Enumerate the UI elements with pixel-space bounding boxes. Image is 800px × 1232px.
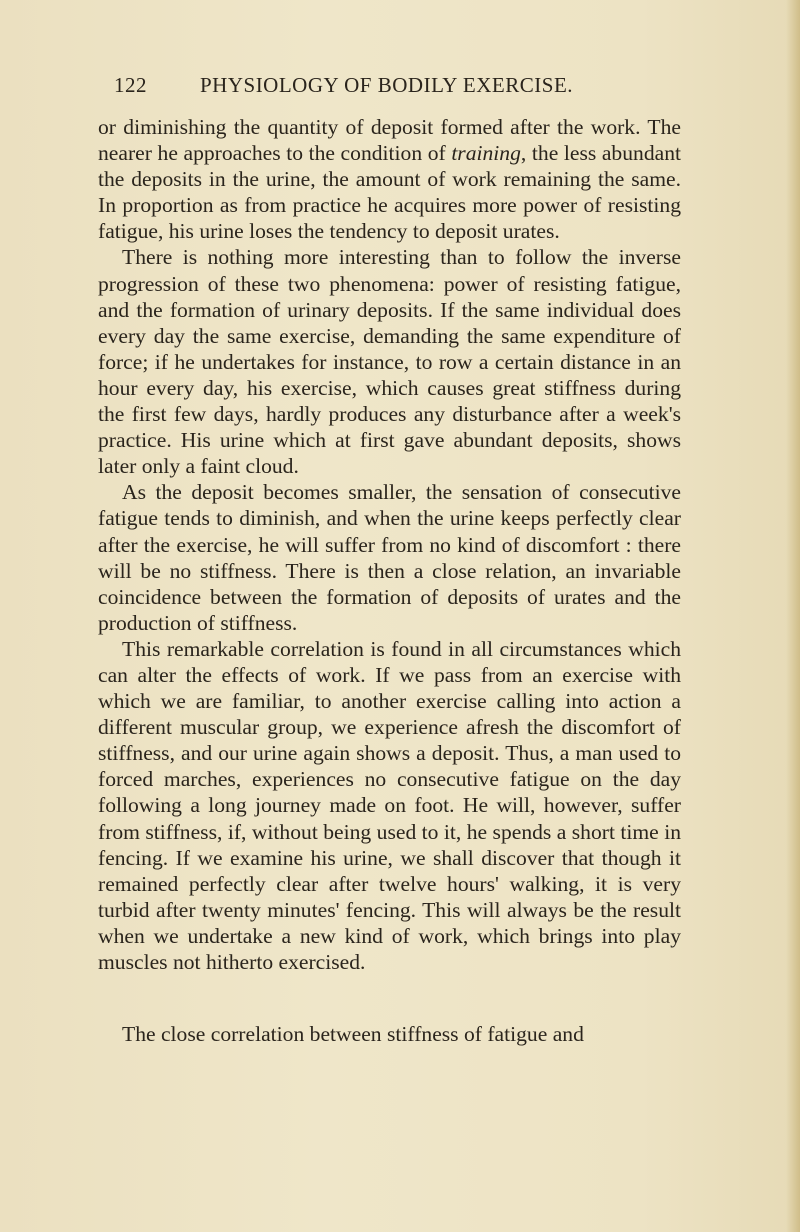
italic-term: training — [451, 141, 521, 166]
paragraph-5: The close correlation between stiffness of fatigue and — [122, 1022, 584, 1047]
paragraph-1-start: or diminishing the quantity of deposit formed after the work. The nearer he approaches to the condition of — [98, 115, 681, 166]
page-edge-shadow — [786, 0, 800, 1232]
running-head — [114, 73, 594, 98]
paragraph-4: This remarkable correlation is found in all circumstances which can alter the effects of work. If we pass from an exercise with which we are familiar, to another exercise calling into action a different muscular group, we experience afresh the discomfort of stiffness, and our urine again shows a deposit. Thus, a man used to forced marches, experiences no consecutive fatigue on the day following a long journey made on foot. He will, however, suffer from stiffness, if, without being used to it, he spends a short time in fencing. If we examine his urine, we shall discover that though it remained perfectly clear after twelve hours' walking, it is very turbid after twenty minutes' fencing. This will always be the result when we undertake a new kind of work, which brings into play muscles not hitherto exercised. — [98, 636, 681, 974]
running-title: PHYSIOLOGY OF BODILY EXERCISE. — [200, 73, 574, 97]
paragraph-1-end: , the less abundant the deposits in the urine, the amount of work remaining the same. In proportion as from practice he acquires more power of resisting fatigue, his urine loses the tendency to deposit urates. — [98, 141, 682, 244]
body-text — [98, 114, 681, 1047]
paragraph-3: As the deposit becomes smaller, the sensation of consecutive fatigue tends to diminish, and when the urine keeps perfectly clear after the exercise, he will suffer from no kind of discomfort : there will be no stiffness. There is then a close relation, an invariable coincidence between the formation of deposits of urates and the production of stiffness. — [98, 480, 681, 635]
paragraph-1 — [98, 114, 681, 244]
paragraph-2: There is nothing more interesting than to follow the inverse progression of these two phenomena: power of resisting fatigue, and the formation of urinary deposits. If the same individual does every day the same exercise, demanding the same expenditure of force; if he undertakes for instance, to row a certain distance in an hour every day, his exercise, which causes great stiffness during the first few days, hardly produces any disturbance after a week's practice. His urine which at first gave abundant deposits, shows later only a faint cloud. — [98, 245, 681, 479]
page-number: 122 — [114, 73, 147, 97]
